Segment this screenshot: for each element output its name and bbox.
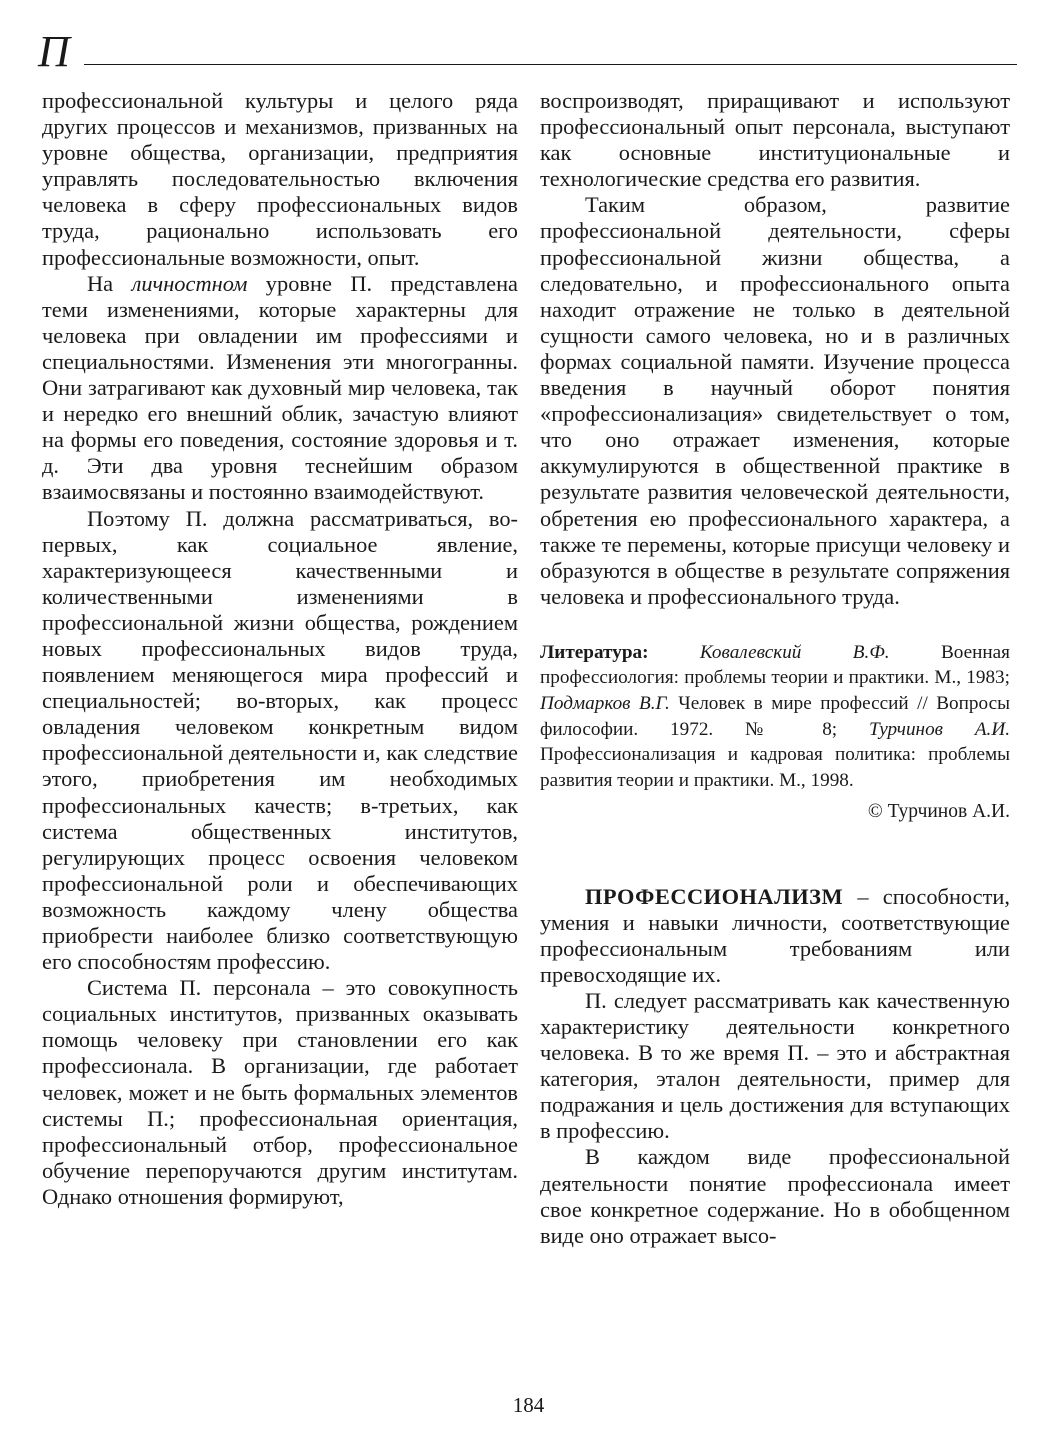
reference-text: Военная профессиология: проблемы теории и практики. М., 1983;: [540, 641, 1010, 689]
literature-block: [540, 640, 1010, 794]
paragraph: [42, 271, 518, 506]
author: Подмарков В.Г.: [540, 693, 670, 715]
reference-text: Человек в мире профессий // Вопросы философии. 1972. № 8;: [540, 693, 1010, 740]
author: Турчинов А.И.: [868, 718, 1010, 740]
right-column: [540, 88, 1010, 1249]
running-head-letter: П: [38, 27, 70, 76]
paragraph: профессиональной культуры и целого ряда других процессов и механизмов, призванных на уровне общества, организации, предприятия управлять последовательностью включения человека в сферу профессиональных видов труда, рационально использовать его профессиональные возможности, опыт.: [42, 88, 518, 270]
paragraph: П. следует рассматривать как качественную характеристику деятельности конкретного человека. В то же время П. – это и абстрактная категория, эталон деятельности, пример для подражания и цель достижения для вступающих в профессию.: [540, 987, 1010, 1144]
header-rule: [84, 64, 1017, 65]
paragraph: воспроизводят, приращивают и используют профессиональный опыт персонала, выступают как основные институциональные и технологические средства его развития.: [540, 88, 1010, 192]
paragraph: В каждом виде профессиональной деятельности понятие профессионала имеет свое конкретное содержание. Но в обобщенном виде оно отражает высо-: [540, 1144, 1010, 1248]
author: Ковалевский В.Ф.: [699, 641, 890, 663]
author-signature: © Турчинов А.И.: [867, 801, 1010, 823]
text-span: уровне П. представлена теми изменениями, которые характерны для человека при овладении им профессиями и специальностями. Изменения эти многогранны. Они затрагивают как духовный мир человека, так и нередко его внешний облик, зачастую влияют на формы его поведения, состояние здоровья и т. д. Эти два уровня теснейшим образом взаимосвязаны и постоянно взаимодействуют.: [42, 270, 518, 505]
definition-text: – способности, умения и навыки личности, соответствующие профессиональным требованиям или превосходящие их.: [540, 883, 1010, 987]
page-number: 184: [512, 1393, 545, 1417]
emphasis: личностном: [131, 270, 248, 296]
left-column: [42, 88, 518, 1210]
paragraph: Поэтому П. должна рассматриваться, во-первых, как социальное явление, характеризующееся качественными и количественными изменениями в профессиональной жизни общества, рождением новых профессиональных видов труда, появлением меняющегося мира профессий и специальностей; во-вторых, как процесс овладения человеком конкретным видом профессиональной деятельности и, как следствие этого, приобретения им необходимых профессиональных качеств; в-третьих, как система общественных институтов, регулирующих процесс освоения человеком профессиональной роли и обеспечивающих возможность каждому члену общества приобрести наиболее близко соответствующую его способностям профессию.: [42, 505, 518, 975]
text-span: На: [87, 270, 132, 296]
entry-definition: [540, 884, 1010, 988]
reference-text: Профессионализация и кадровая политика: проблемы развития теории и практики. М., 1998.: [540, 744, 1010, 791]
paragraph: Система П. персонала – это совокупность социальных институтов, призванных оказывать помощь человеку при становлении его как профессионала. В организации, где работает человек, может и не быть формальных элементов системы П.; профессиональная ориентация, профессиональный отбор, профессиональное обучение перепоручаются другим институтам. Однако отношения формируют,: [42, 975, 518, 1209]
literature-label: Литература:: [540, 641, 649, 663]
entry-term: ПРОФЕССИОНАЛИЗМ: [585, 883, 844, 909]
paragraph: Таким образом, развитие профессиональной деятельности, сферы профессиональной жизни общества, а следовательно, и профессионального опыта находит отражение не только в деятельной сущности самого человека, но и в различных формах социальной памяти. Изучение процесса введения в научный оборот понятия «профессионализация» свидетельствует о том, что оно отражает изменения, которые аккумулируются в общественной практике в результате развития человеческой деятельности, обретения ею профессионального характера, а также те перемены, которые присущи человеку и образуются в обществе в результате сопряжения человека и профессионального труда.: [540, 192, 1010, 609]
